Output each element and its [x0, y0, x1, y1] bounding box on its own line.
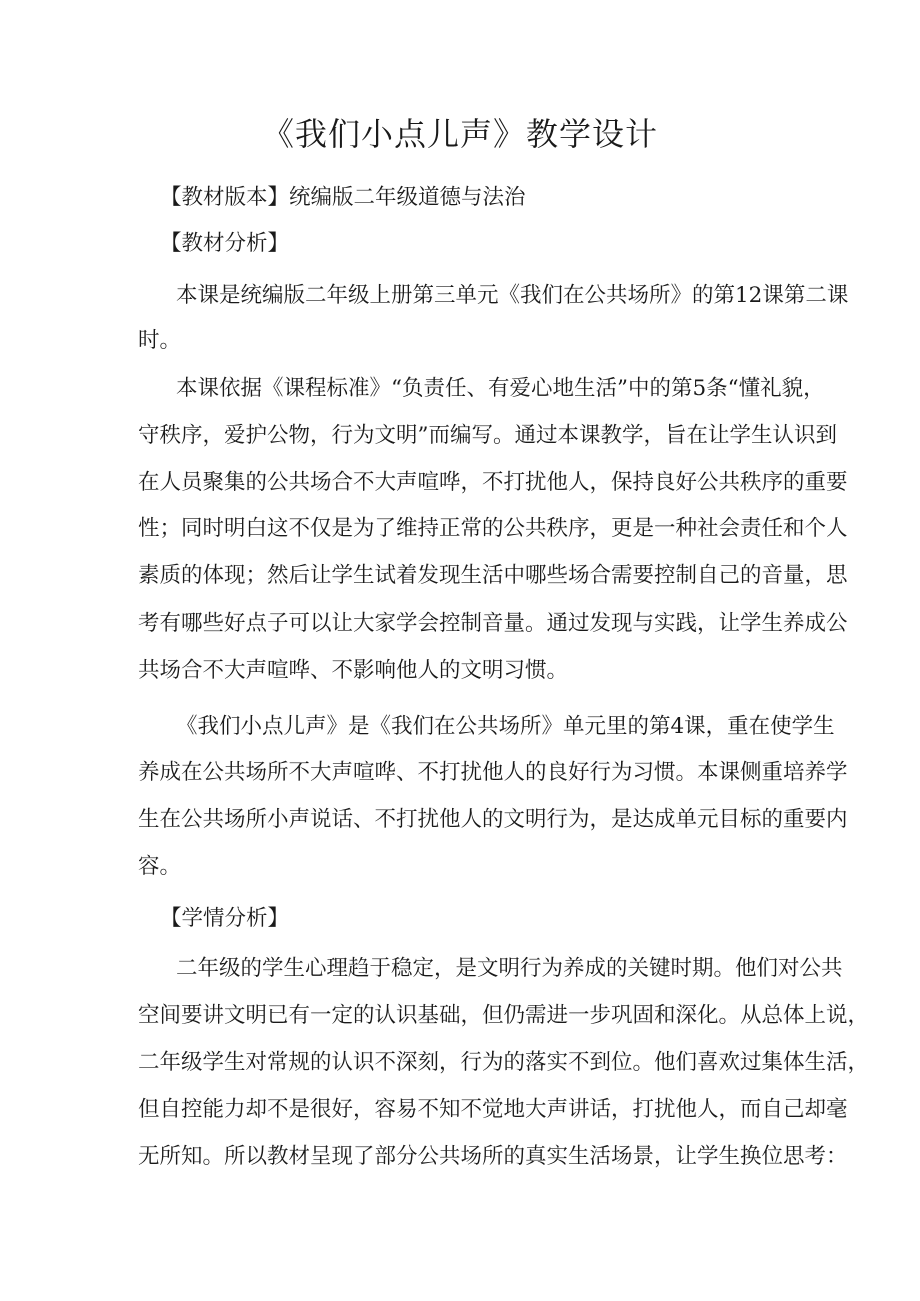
paragraph-line: 守秩序，爱护公物，行为文明”而编写。通过本课教学，旨在让学生认识到	[138, 423, 837, 448]
document-title: 《我们小点儿声》教学设计	[261, 115, 658, 153]
paragraph-line: 二年级学生对常规的认识不深刻，行为的落实不到位。他们喜欢过集体生活，	[138, 1050, 870, 1075]
paragraph-line: 本课依据《课程标准》“负责任、有爱心地生活”中的第5条“懂礼貌，	[176, 376, 825, 401]
paragraph-line: 《我们小点儿声》是《我们在公共场所》单元里的第4课，重在使学生	[176, 714, 835, 739]
paragraph-line: 素质的体现；然后让学生试着发现生活中哪些场合需要控制自己的音量，思	[138, 563, 848, 588]
material-analysis-heading: 【教材分析】	[160, 231, 290, 256]
paragraph-line: 容。	[138, 854, 182, 879]
paragraph-line: 共场合不大声喧哗、不影响他人的文明习惯。	[138, 658, 569, 683]
paragraph-line: 生在公共场所小声说话、不打扰他人的文明行为，是达成单元目标的重要内	[138, 807, 848, 832]
paragraph-line: 本课是统编版二年级上册第三单元《我们在公共场所》的第12课第二课	[176, 283, 849, 308]
paragraph-line: 但自控能力却不是很好，容易不知不觉地大声讲话，打扰他人，而自己却毫	[138, 1097, 848, 1122]
paragraph-line: 在人员聚集的公共场合不大声喧哗，不打扰他人，保持良好公共秩序的重要	[138, 470, 848, 495]
paragraph-line: 空间要讲文明已有一定的认识基础，但仍需进一步巩固和深化。从总体上说，	[138, 1003, 870, 1028]
paragraph-line: 性；同时明白这不仅是为了维持正常的公共秩序，更是一种社会责任和个人	[138, 516, 848, 541]
paragraph-line: 无所知。所以教材呈现了部分公共场所的真实生活场景，让学生换位思考：	[138, 1144, 848, 1169]
paragraph-line: 时。	[138, 328, 182, 353]
paragraph-line: 二年级的学生心理趋于稳定，是文明行为养成的关键时期。他们对公共	[176, 956, 843, 981]
edition-line	[160, 183, 840, 213]
edition-label: 【教材版本】	[160, 185, 290, 210]
paragraph-line: 养成在公共场所不大声喧哗、不打扰他人的良好行为习惯。本课侧重培养学	[138, 760, 848, 785]
student-analysis-heading: 【学情分析】	[160, 906, 290, 931]
paragraph-line: 考有哪些好点子可以让大家学会控制音量。通过发现与实践，让学生养成公	[138, 611, 848, 636]
edition-value: 统编版二年级道德与法治	[289, 185, 526, 210]
